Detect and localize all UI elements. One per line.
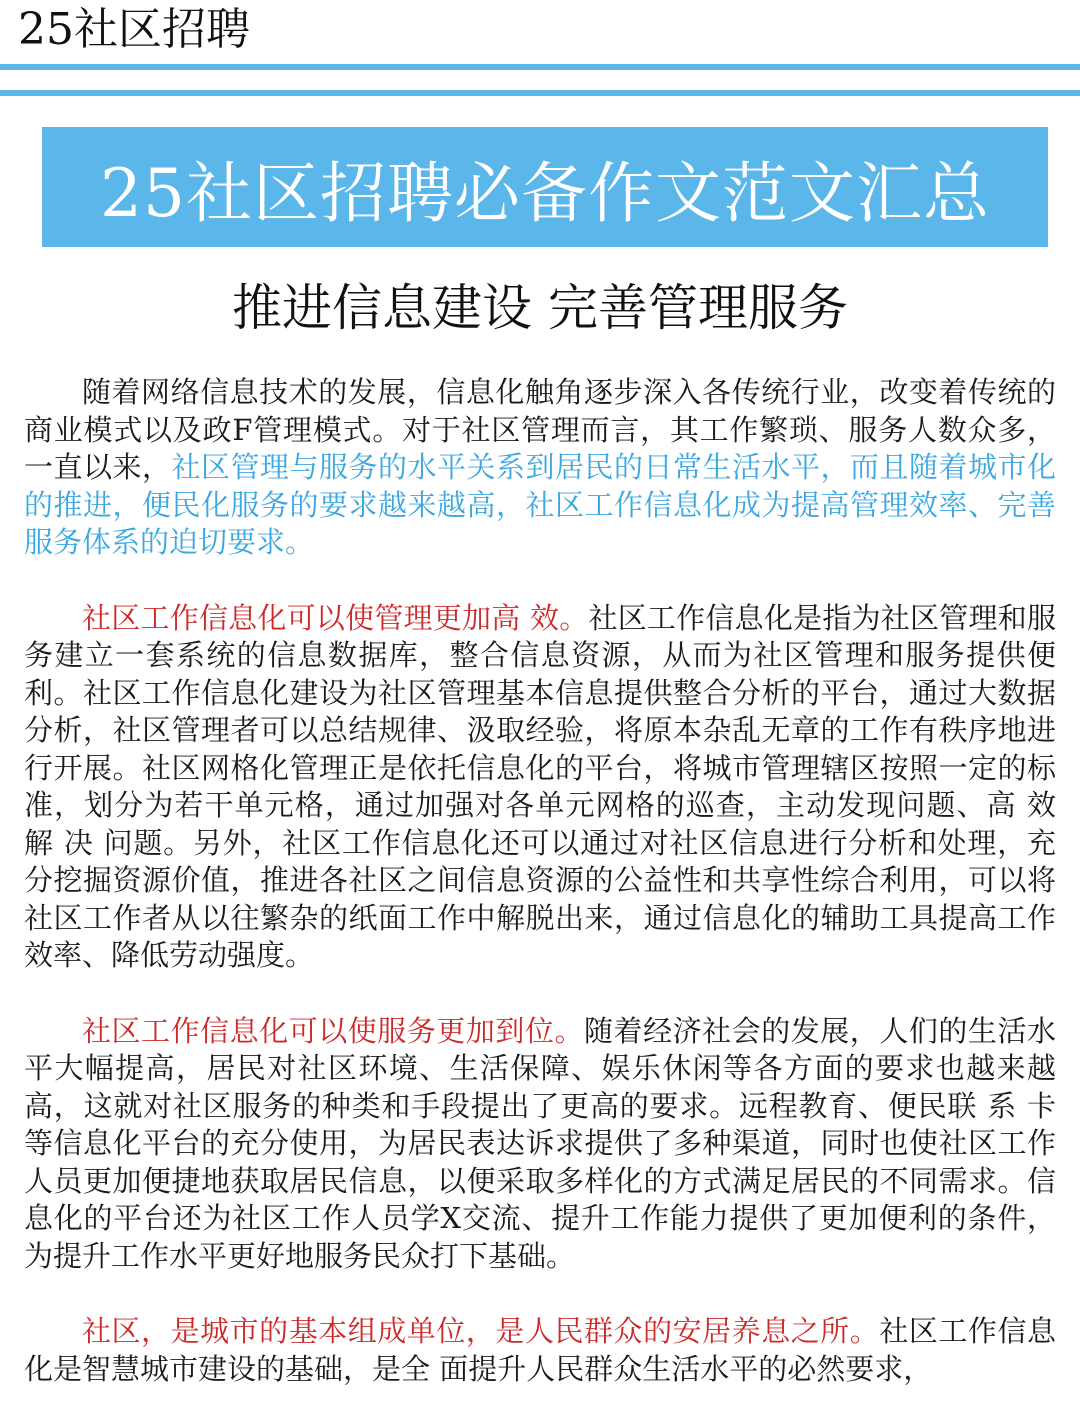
- header-divider-top: [0, 64, 1080, 70]
- paragraph-lead: 社区工作信息化可以使管理更加高 效。: [82, 600, 589, 635]
- paragraph-4: [24, 1313, 1056, 1388]
- banner-title: 25社区招聘必备作文范文汇总: [100, 154, 990, 232]
- paragraph-2: [24, 600, 1056, 975]
- paragraph-3: [24, 1013, 1056, 1276]
- paragraph-text: 社区工作信息化是指为社区管理和服务建立一套系统的信息数据库，整合信息资源，从而为社区管理和服务提供便利。社区工作信息化建设为社区管理基本信息提供整合分析的平台，通过大数据分析，社区管理者可以总结规律、汲取经验，将原本杂乱无章的工作有秩序地进行开展。社区网格化管理正是依托信息化的平台，将城市管理辖区按照一定的标准，划分为若干单元格，通过加强对各单元网格的巡查，主动发现问题、高 效 解 决 问题。另外，社区工作信息化还可以通过对社区信息进行分析和处理，充分挖掘资源价值，推进各社区之间信息资源的公益性和共享性综合利用，可以将社区工作者从以往繁杂的纸面工作中解脱出来，通过信息化的辅助工具提高工作效率、降低劳动强度。: [24, 600, 1056, 972]
- title-banner: [42, 127, 1048, 247]
- article-headline: 推进信息建设 完善管理服务: [232, 279, 848, 337]
- paragraph-text: 社区工作信息化是智慧城市建设的基础，是全 面提升人民群众生活水平的必然要求，: [24, 1314, 1056, 1386]
- header-divider-bottom: [0, 90, 1080, 96]
- paragraph-highlight: 社区管理与服务的水平关系到居民的日常生活水平，而且随着城市化的推进，便民化服务的要求越来越高，社区工作信息化成为提高管理效率、完善服务体系的迫切要求。: [24, 450, 1056, 559]
- paragraph-text: 随着经济社会的发展，人们的生活水平大幅提高，居民对社区环境、生活保障、娱乐休闲等各方面的要求也越来越高，这就对社区服务的种类和手段提出了更高的要求。远程教育、便民联 系 卡等信息化平台的充分使用，为居民表达诉求提供了多种渠道，同时也使社区工作人员更加便捷地获取居民信息，以便采取多样化的方式满足居民的不同需求。信息化的平台还为社区工作人员学X交流、提升工作能力提供了更加便利的条件，为提升工作水平更好地服务民众打下基础。: [24, 1013, 1056, 1273]
- article-body: [24, 374, 1056, 1426]
- paragraph-1: [24, 374, 1056, 562]
- paragraph-lead: 社区工作信息化可以使服务更加到位。: [82, 1013, 585, 1048]
- page-title: 25社区招聘: [18, 4, 250, 55]
- paragraph-lead: 社区，是城市的基本组成单位，是人民群众的安居养息之所。: [82, 1314, 880, 1348]
- paragraph-text: 随着网络信息技术的发展，信息化触角逐步深入各传统行业，改变着传统的商业模式以及政F管理模式。对于社区管理而言，其工作繁琐、服务人数众多，一直以来，: [24, 375, 1056, 484]
